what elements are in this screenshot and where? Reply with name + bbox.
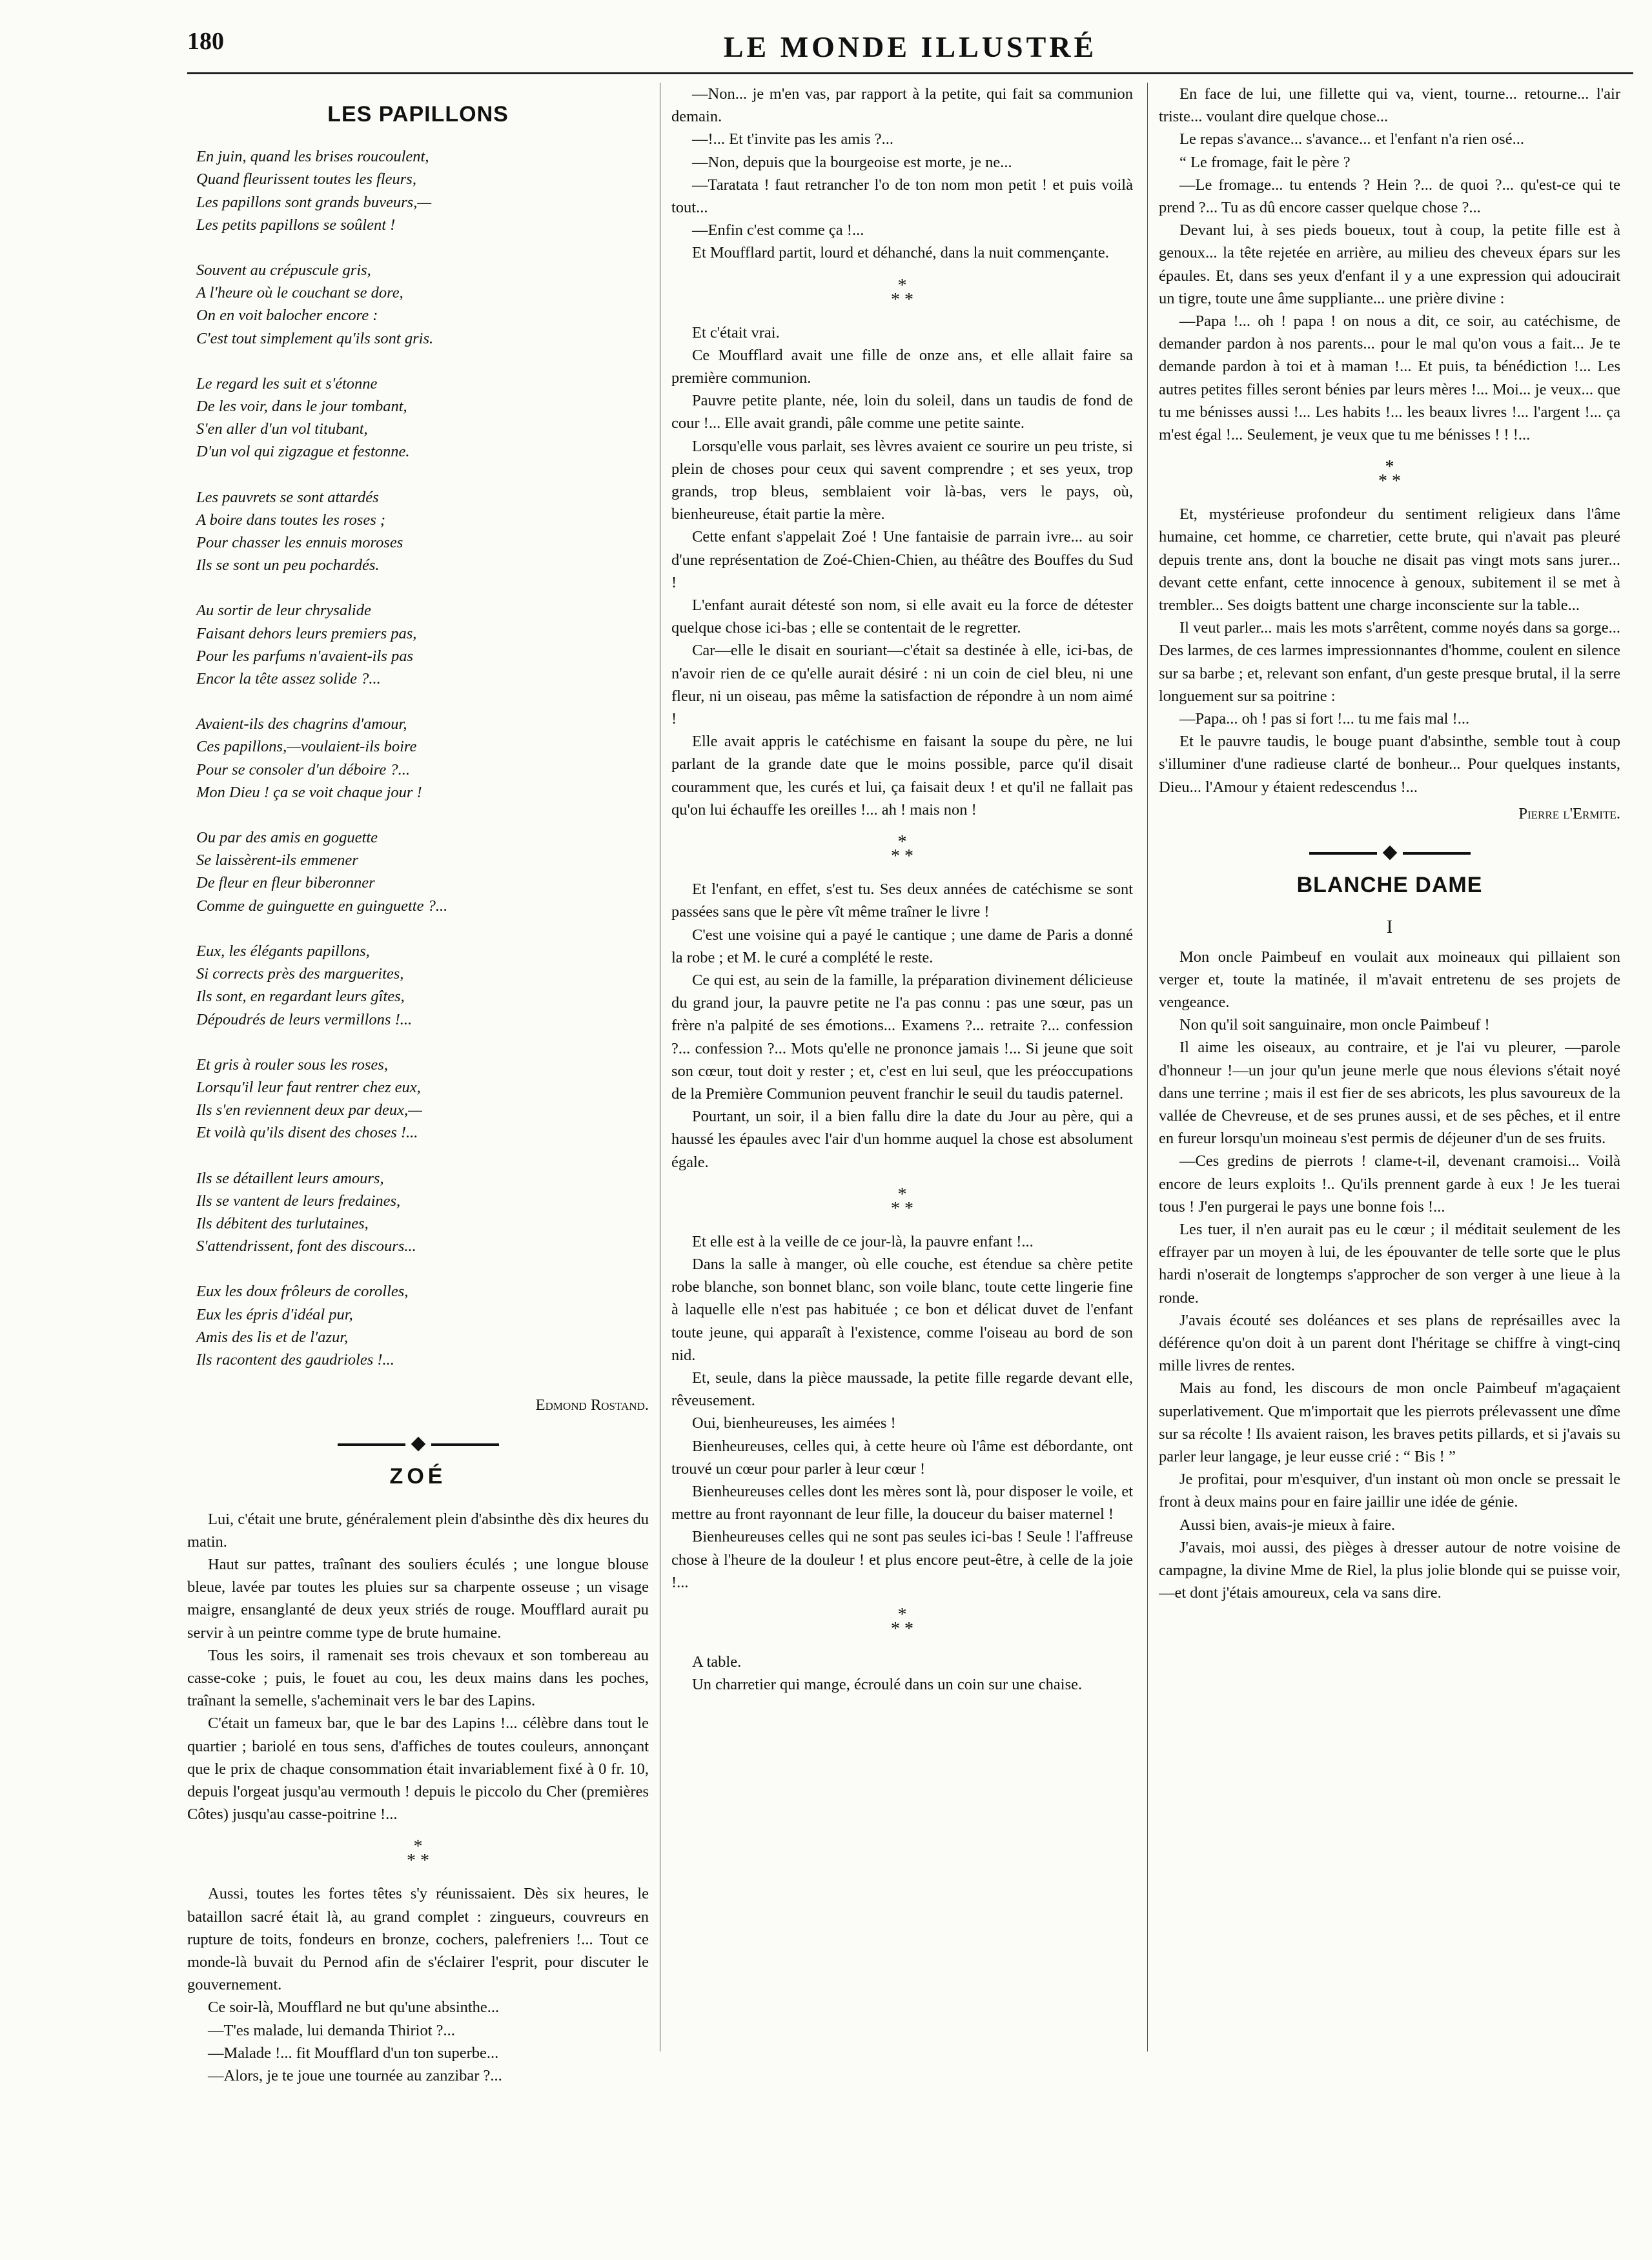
column-rule — [1147, 83, 1148, 2051]
paragraph: Haut sur pattes, traînant des souliers éculés ; une longue blouse bleue, lavée par toutes les pluies sur sa charpente osseuse ; un visage maigre, ensanglanté de deux yeux striés de rouge. Moufflard aurait pu servir à un peintre comme type de brute humaine. — [187, 1555, 649, 1642]
journal-title: LE MONDE ILLUSTRÉ — [723, 30, 1097, 63]
paragraph: —Non... je m'en vas, par rapport à la petite, qui fait sa communion demain. — [671, 85, 1133, 126]
poem-line: Pour les parfums n'avaient-ils pas — [196, 647, 413, 665]
paragraph: —Enfin c'est comme ça !... — [692, 221, 864, 239]
ornamental-divider — [1309, 847, 1471, 860]
poem-line: Eux, les élégants papillons, — [196, 942, 370, 960]
poem-line: Pour chasser les ennuis moroses — [196, 534, 403, 552]
story-text — [1159, 83, 1620, 446]
story-text — [1159, 946, 1620, 1605]
poem-line: D'un vol qui zigzague et festonne. — [196, 443, 410, 461]
paragraph: Et Moufflard partit, lourd et déhanché, dans la nuit commençante. — [692, 244, 1109, 262]
poem-line: De les voir, dans le jour tombant, — [196, 398, 407, 416]
section-break-stars: * * * — [891, 1604, 913, 1639]
story-text — [187, 1882, 649, 2087]
paragraph: Bienheureuses celles qui ne sont pas seules ici-bas ! Seule ! l'affreuse chose à l'heure de la douleur ! et plus encore peut-être, à celle de la joie !... — [671, 1528, 1133, 1591]
poem-line: A l'heure où le couchant se dore, — [196, 284, 403, 302]
paragraph: —Taratata ! faut retrancher l'o de ton nom mon petit ! et puis voilà tout... — [671, 176, 1133, 217]
poem-line: Les pauvrets se sont attardés — [196, 488, 379, 506]
page-number: 180 — [187, 28, 224, 55]
poem-stanza — [196, 145, 649, 236]
paragraph: A table. — [692, 1653, 742, 1671]
poem-line: Amis des lis et de l'azur, — [196, 1328, 349, 1346]
paragraph: Ce soir-là, Moufflard ne but qu'une absinthe... — [208, 1999, 500, 2017]
paragraph: —T'es malade, lui demanda Thiriot ?... — [208, 2021, 455, 2039]
section-break-stars: * * * — [1378, 457, 1401, 492]
paragraph: Ce Moufflard avait une fille de onze ans, et elle allait faire sa première communion. — [671, 346, 1133, 387]
section-break-stars: * * * — [407, 1837, 429, 1871]
poem-line: Au sortir de leur chrysalide — [196, 602, 371, 620]
poem-line: Pour se consoler d'un déboire ?... — [196, 760, 410, 779]
poem-line: Si corrects près des marguerites, — [196, 965, 404, 983]
paragraph: Pourtant, un soir, il a bien fallu dire la date du Jour au père, qui a haussé les épaules avec l'air d'un homme auquel la chose est absolument égale. — [671, 1108, 1133, 1171]
story-text — [671, 321, 1133, 821]
story-text — [671, 1230, 1133, 1594]
paragraph: Les tuer, il n'en aurait pas eu le cœur ; il méditait seulement de les effrayer par un moyen à lui, de les épouvanter de telle sorte que le plus hardi n'oserait de longtemps s'approcher de son verger à une lieue à la ronde. — [1159, 1220, 1620, 1307]
paragraph: Et, mystérieuse profondeur du sentiment religieux dans l'âme humaine, cet homme, ce charretier, cette brute, qui n'avait pas pleuré depuis trente ans, dont la bouche ne disait pas vingt mots sans jurer... devant cette enfant, cette innocence à genoux, subitement il se met à trembler... Ses doigts battent une charge inconsciente sur la table... — [1159, 505, 1620, 615]
chapter-number: I — [1386, 917, 1393, 938]
paragraph: Aussi, toutes les fortes têtes s'y réunissaient. Dès six heures, le bataillon sacré était là, au grand complet : zingueurs, couvreurs en rupture de toits, fondeurs en bronze, cochers, palefreniers !... Tout ce monde-là buvait du Pernod afin de s'éclairer l'esprit, pour discuter le gouvernement. — [187, 1885, 649, 1994]
poem-stanza — [196, 1054, 649, 1145]
poem-line: Dépoudrés de leurs vermillons !... — [196, 1010, 413, 1028]
poem-stanza — [196, 940, 649, 1031]
paragraph: C'était un fameux bar, que le bar des Lapins !... célèbre dans tout le quartier ; bariolé en tous sens, d'affiches de toutes couleurs, annonçant que le prix de chaque consommation était invariablement fixé à 0 fr. 10, depuis l'orgeat jusqu'au vermouth ! depuis le piccolo du Cher (premières Côtes) jusqu'au casse-poitrine !... — [187, 1715, 649, 1824]
poem-line: Ils se détaillent leurs amours, — [196, 1169, 384, 1187]
column-3 — [1159, 83, 1620, 2219]
poem-line: A boire dans toutes les roses ; — [196, 511, 386, 529]
poem-stanza — [196, 826, 649, 917]
story-title: BLANCHE DAME — [1296, 873, 1483, 898]
poem-stanza — [196, 599, 649, 690]
paragraph: Lorsqu'elle vous parlait, ses lèvres avaient ce sourire un peu triste, si plein de choses pour ceux qui savent comprendre ; et ses yeux, trop grands, trop bleus, semblaient voir là-bas, vers le pays, où, bienheureuse, était partie la mère. — [671, 437, 1133, 524]
paragraph: Lui, c'était une brute, généralement plein d'absinthe dès dix heures du matin. — [187, 1510, 649, 1551]
poem-stanza — [196, 1280, 649, 1371]
paragraph: Elle avait appris le catéchisme en faisant la soupe du père, ne lui parlant de la grande date que le moins possible, parce qu'il disait couramment que, les curés et lui, ça faisait deux ! et qu'il ne fallait pas qu'on lui échauffe les oreilles !... ah ! mais non ! — [671, 733, 1133, 819]
poem-line: Comme de guinguette en guinguette ?... — [196, 897, 448, 915]
section-break-stars: * * * — [891, 1184, 913, 1219]
paragraph: Tous les soirs, il ramenait ses trois chevaux et son tombereau au casse-coke ; puis, le fouet au cou, les deux mains dans les poches, traînant la semelle, s'acheminait vers le bar des Lapins. — [187, 1646, 649, 1710]
poem-line: Se laissèrent-ils emmener — [196, 851, 358, 870]
paragraph: Bienheureuses, celles qui, à cette heure où l'âme est débordante, ont trouvé un cœur pour parler à leur cœur ! — [671, 1437, 1133, 1478]
poem-line: Souvent au crépuscule gris, — [196, 261, 371, 280]
poem-line: Quand fleurissent toutes les fleurs, — [196, 170, 416, 188]
poem-line: Ils se vantent de leurs fredaines, — [196, 1192, 401, 1210]
page-header — [187, 27, 1633, 74]
paragraph: —Papa !... oh ! papa ! on nous a dit, ce soir, au catéchisme, de demander pardon à nos parents... pour le mal qu'on vous a fait... Je te demande pardon à toi et à maman !... Et puis, ta bénédiction !... Les autres petites filles seront bénies par leurs mères !... Moi... je veux... que tu me bénisses aussi !... Les habits !... les beaux livres !... l'argent !... ça m'est égal !... Seulement, je veux que tu me bénisses ! ! !... — [1159, 312, 1620, 444]
poem-line: Ils sont, en regardant leurs gîtes, — [196, 988, 405, 1006]
paragraph: Ce qui est, au sein de la famille, la préparation divinement délicieuse du grand jour, la pauvre petite ne l'a pas connu : pas une sœur, pas un frère n'a palpité de ses émotions... Examens ?... retraite ?... confession ?... confession ?... Mots qu'elle ne prononce jamais !... Si jeune que soit son cœur, tout doit y rester ; et, c'est en lui seul, que les préoccupations de la Première Communion peuvent franchir le seuil du taudis paternel. — [671, 971, 1133, 1103]
paragraph: Et c'était vrai. — [692, 323, 780, 341]
poem — [187, 145, 649, 1371]
poem-line: Ou par des amis en goguette — [196, 829, 378, 847]
paragraph: En face de lui, une fillette qui va, vient, tourne... retourne... l'air triste... voulant dire quelque chose... — [1159, 85, 1620, 126]
column-2 — [671, 83, 1133, 2219]
poem-stanza — [196, 713, 649, 804]
poem-line: Encor la tête assez solide ?... — [196, 670, 381, 688]
poem-stanza — [196, 259, 649, 350]
paragraph: Il aime les oiseaux, au contraire, et je l'ai vu pleurer, —parole d'honneur !—un jour qu'un jeune merle que nous élevions s'était noyé dans une terrine ; mais il est fier de ses abricots, les plus savoureux de la vallée de Chevreuse, et de ses prunes aussi, et de ses pêches, et il entre en fureur lorsqu'un moineau s'est permis de déjeuner d'un de ses fruits. — [1159, 1039, 1620, 1148]
poem-line: Ces papillons,—voulaient-ils boire — [196, 738, 417, 756]
paragraph: Et, seule, dans la pièce maussade, la petite fille regarde devant elle, rêveusement. — [671, 1369, 1133, 1410]
story-text — [671, 878, 1133, 1174]
paragraph: —Le fromage... tu entends ? Hein ?... de quoi ?... qu'est-ce qui te prend ?... Tu as dû encore casser quelque chose ?... — [1159, 176, 1620, 217]
section-break-stars: * * * — [891, 832, 913, 867]
poem-line: De fleur en fleur biberonner — [196, 874, 375, 892]
paragraph: —Non, depuis que la bourgeoise est morte, je ne... — [692, 153, 1012, 171]
poem-line: On en voit balocher encore : — [196, 307, 378, 325]
poem-line: S'attendrissent, font des discours... — [196, 1237, 416, 1256]
paragraph: “ Le fromage, fait le père ? — [1179, 153, 1351, 171]
story-signature: Pierre l'Ermite. — [1518, 804, 1620, 822]
poem-line: Et voilà qu'ils disent des choses !... — [196, 1124, 418, 1142]
poem-line: Les petits papillons se soûlent ! — [196, 216, 396, 234]
paragraph: Et elle est à la veille de ce jour-là, la pauvre enfant !... — [692, 1232, 1034, 1250]
paragraph: Cette enfant s'appelait Zoé ! Une fantaisie de parrain ivre... au soir d'une représentation de Zoé-Chien-Chien, au théâtre des Bouffes du Sud ! — [671, 528, 1133, 591]
paragraph: Le repas s'avance... s'avance... et l'enfant n'a rien osé... — [1179, 130, 1524, 148]
paragraph: Mais au fond, les discours de mon oncle Paimbeuf m'agaçaient superlativement. Que m'importait que les pierrots prélevassent une dîme sur sa récolte ! Ils avaient raison, les braves petits pillards, et si j'avais su parler leur langage, je leur eusse crié : “ Bis ! ” — [1159, 1379, 1620, 1465]
poem-line: Ils se sont un peu pochardés. — [196, 556, 380, 575]
story-text — [1159, 503, 1620, 799]
poem-stanza — [196, 372, 649, 463]
paragraph: Non qu'il soit sanguinaire, mon oncle Paimbeuf ! — [1179, 1016, 1490, 1034]
poem-line: C'est tout simplement qu'ils sont gris. — [196, 329, 434, 347]
poem-line: Le regard les suit et s'étonne — [196, 374, 378, 392]
column-1 — [187, 83, 649, 2219]
poem-line: Ils racontent des gaudrioles !... — [196, 1350, 394, 1369]
poem-stanza — [196, 486, 649, 577]
poem-stanza — [196, 1167, 649, 1258]
poem-line: Ils s'en reviennent deux par deux,— — [196, 1101, 422, 1119]
poem-line: Eux les doux frôleurs de corolles, — [196, 1283, 409, 1301]
paragraph: Car—elle le disait en souriant—c'était sa destinée à elle, ici-bas, de n'avoir rien de ce qu'elle aurait désiré : ni un coin de ciel bleu, ni une fleur, ni un oiseau, pas même la satisfaction de répondre à un nom aimé ! — [671, 642, 1133, 728]
paragraph: Et le pauvre taudis, le bouge puant d'absinthe, semble tout à coup s'illuminer d'une radieuse clarté de bonheur... Pour quelques instants, Dieu... l'Amour y étaient redescendus !... — [1159, 733, 1620, 796]
paragraph: —!... Et t'invite pas les amis ?... — [692, 130, 893, 148]
paragraph: Un charretier qui mange, écroulé dans un coin sur une chaise. — [692, 1676, 1083, 1694]
poem-line: Et gris à rouler sous les roses, — [196, 1055, 388, 1074]
poem-line: Lorsqu'il leur faut rentrer chez eux, — [196, 1078, 421, 1096]
paragraph: Aussi bien, avais-je mieux à faire. — [1179, 1516, 1396, 1534]
poem-line: Faisant dehors leurs premiers pas, — [196, 624, 417, 642]
paragraph: J'avais, moi aussi, des pièges à dresser autour de notre voisine de campagne, la divine Mme de Riel, la plus jolie blonde qui se puisse voir,—et dont j'étais amoureux, cela va sans dire. — [1159, 1538, 1620, 1602]
poem-line: Les papillons sont grands buveurs,— — [196, 193, 432, 211]
paragraph: —Alors, je te joue une tournée au zanzibar ?... — [208, 2067, 502, 2085]
poem-line: S'en aller d'un vol titubant, — [196, 420, 368, 438]
paragraph: J'avais écouté ses doléances et ses plans de représailles avec la déférence qu'on doit à un parent dont l'héritage se chiffre à vingt-cinq mille livres de rentes. — [1159, 1311, 1620, 1375]
paragraph: Mon oncle Paimbeuf en voulait aux moineaux qui pillaient son verger et, toute la matinée, il m'avait entretenu de ses projets de vengeance. — [1159, 948, 1620, 1011]
story-text — [671, 83, 1133, 265]
story-text — [671, 1651, 1133, 1696]
story-title: ZOÉ — [389, 1464, 447, 1489]
paragraph: —Malade !... fit Moufflard d'un ton superbe... — [208, 2044, 499, 2062]
story-text — [187, 1508, 649, 1826]
paragraph: Bienheureuses celles dont les mères sont là, pour disposer le voile, et mettre au front rayonnant de leur fille, la douceur du baiser maternel ! — [671, 1482, 1133, 1523]
poem-line: Avaient-ils des chagrins d'amour, — [196, 715, 407, 733]
paragraph: L'enfant aurait détesté son nom, si elle avait eu la force de détester quelque chose ici-bas ; elle se contentait de le regretter. — [671, 596, 1133, 637]
paragraph: —Ces gredins de pierrots ! clame-t-il, devenant cramoisi... Voilà encore de leurs exploits !.. Qu'ils prennent garde à eux ! Je les tuerai tous ! J'en purgerai le pays une bonne fois !... — [1159, 1152, 1620, 1216]
poem-line: Ils débitent des turlutaines, — [196, 1214, 369, 1232]
ornamental-divider — [338, 1438, 499, 1451]
poem-signature: Edmond Rostand. — [535, 1396, 649, 1414]
poem-title: LES PAPILLONS — [327, 102, 509, 127]
paragraph: Il veut parler... mais les mots s'arrêtent, comme noyés dans sa gorge... Des larmes, de ces larmes impressionnantes d'homme, coulent en silence sur sa barbe ; et, relevant son enfant, d'un geste presque brutal, il la serre longuement sur sa poitrine : — [1159, 619, 1620, 705]
paragraph: Dans la salle à manger, où elle couche, est étendue sa chère petite robe blanche, son bonnet blanc, son voile blanc, toute cette lingerie fine à laquelle elle n'est pas habituée ; ce bon et délicat duvet de l'enfant toute jeune, qui apparaît à l'existence, comme l'oiseau au bord de son nid. — [671, 1255, 1133, 1364]
poem-line: Mon Dieu ! ça se voit chaque jour ! — [196, 783, 422, 801]
paragraph: Devant lui, à ses pieds boueux, tout à coup, la petite fille est à genoux... la tête rejetée en arrière, au milieu des cheveux épars sur les épaules. Et, dans ses yeux d'enfant il y a une expression qui adoucirait un tigre, toute une âme suppliante... une prière divine : — [1159, 221, 1620, 307]
paragraph: Je profitai, pour m'esquiver, d'un instant où mon oncle se pressait le front à deux mains pour en faire jaillir une idée de génie. — [1159, 1471, 1620, 1511]
paragraph: Oui, bienheureuses, les aimées ! — [692, 1414, 896, 1432]
paragraph: Et l'enfant, en effet, s'est tu. Ses deux années de catéchisme se sont passées sans que le père vît même traîner le livre ! — [671, 881, 1133, 921]
poem-line: Eux les épris d'idéal pur, — [196, 1305, 353, 1323]
poem-line: En juin, quand les brises roucoulent, — [196, 148, 429, 166]
paragraph: C'est une voisine qui a payé le cantique ; une dame de Paris a donné la robe ; et M. le curé a complété le reste. — [671, 926, 1133, 966]
paragraph: —Papa... oh ! pas si fort !... tu me fais mal !... — [1179, 710, 1470, 728]
section-break-stars: * * * — [891, 275, 913, 310]
paragraph: Pauvre petite plante, née, loin du soleil, dans un taudis de fond de cour !... Elle avait grandi, pâle comme une petite sainte. — [671, 392, 1133, 433]
